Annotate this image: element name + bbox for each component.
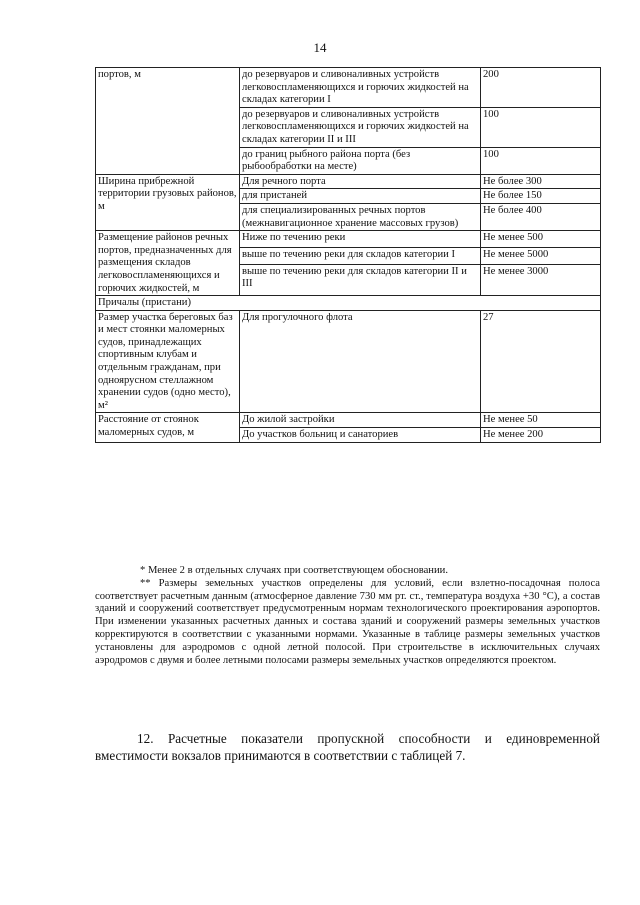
- table-cell-value: Не более 400: [481, 203, 601, 230]
- table-cell-condition: Для речного порта: [240, 174, 481, 189]
- table-cell-condition: Ниже по течению реки: [240, 231, 481, 248]
- table-cell-value: Не более 150: [481, 189, 601, 204]
- footnotes: [95, 565, 600, 667]
- table-row: [96, 174, 601, 189]
- table-cell-condition: До жилой застройки: [240, 413, 481, 428]
- table-cell-value: Не менее 200: [481, 428, 601, 443]
- table-cell-value: Не более 300: [481, 174, 601, 189]
- table-cell-value: Не менее 3000: [481, 264, 601, 295]
- table-row: [96, 231, 601, 248]
- table-cell-parameter: Размещение районов речных портов, предназначенных для размещения складов легковоспламеняющихся и горючих жидкостей, м: [96, 231, 240, 296]
- footnote-single-asterisk: * Менее 2 в отдельных случаях при соответствующем обосновании.: [140, 565, 448, 576]
- table-row: [96, 310, 601, 413]
- table-cell-parameter: Размер участка береговых баз и мест стоянки маломерных судов, принадлежащих спортивным клубам и отдельным гражданам, при одноярусном стеллажном хранении судов (одно место), м²: [96, 310, 240, 413]
- table-cell-parameter: Расстояние от стоянок маломерных судов, м: [96, 413, 240, 442]
- page-number: 14: [313, 40, 327, 55]
- table-cell-condition: до резервуаров и сливоналивных устройств легковоспламеняющихся и горючих жидкостей на складах категории II и III: [240, 107, 481, 147]
- table-cell-condition: выше по течению реки для складов категории I: [240, 247, 481, 264]
- table-cell-value: Не менее 5000: [481, 247, 601, 264]
- footnote-double-asterisk: ** Размеры земельных участков определены для условий, если взлетно-посадочная полоса соответствует расчетным данным (атмосферное давление 730 мм рт. ст., температура воздуха +30 °С), а состав зданий и сооружений соответствует предусмотренным нормам технологического проектирования аэропортов. При изменении указанных расчетных данных и состава зданий и сооружений размеры земельных участков корректируются в соответствии с указанными нормами. Указанные в таблице размеры земельных участков установлены для аэродромов с одной летной полосой. При строительстве в исключительных случаях аэродромов с двумя и более летными полосами размеры земельных участков определяются проектом.: [95, 577, 600, 666]
- table-cell-condition: до резервуаров и сливоналивных устройств легковоспламеняющихся и горючих жидкостей на складах категории I: [240, 68, 481, 108]
- table-section-heading: Причалы (пристани): [96, 296, 601, 311]
- table-cell-parameter: Ширина прибрежной территории грузовых районов, м: [96, 174, 240, 230]
- table-cell-condition: Для прогулочного флота: [240, 310, 481, 413]
- table-cell-condition: выше по течению реки для складов категории II и III: [240, 264, 481, 295]
- table-cell-value: 200: [481, 68, 601, 108]
- table-cell-value: 27: [481, 310, 601, 413]
- table-row: [96, 68, 601, 108]
- table-cell-condition: до границ рыбного района порта (без рыбообработки на месте): [240, 147, 481, 174]
- table-cell-condition: До участков больниц и санаториев: [240, 428, 481, 443]
- table-cell-parameter: портов, м: [96, 68, 240, 175]
- table-cell-value: Не менее 500: [481, 231, 601, 248]
- table-cell-condition: для пристаней: [240, 189, 481, 204]
- body-paragraph: 12. Расчетные показатели пропускной способности и единовременной вместимости вокзалов принимаются в соответствии с таблицей 7.: [95, 731, 600, 763]
- table-cell-value: Не менее 50: [481, 413, 601, 428]
- table-cell-condition: для специализированных речных портов (межнавигационное хранение массовых грузов): [240, 203, 481, 230]
- table-cell-value: 100: [481, 147, 601, 174]
- norms-table: [95, 67, 601, 443]
- table-section-row: [96, 296, 601, 311]
- table-cell-value: 100: [481, 107, 601, 147]
- table-row: [96, 413, 601, 428]
